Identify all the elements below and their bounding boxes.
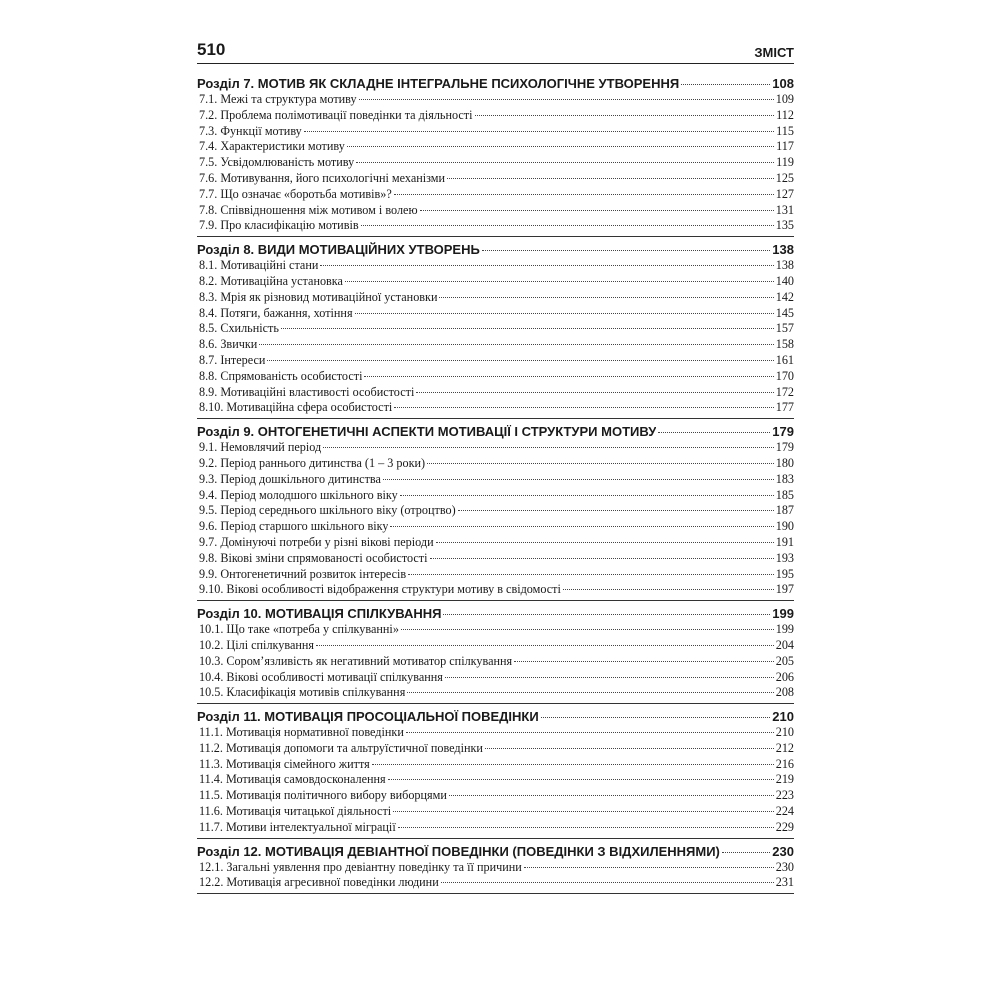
page-ref: 230 xyxy=(772,843,794,859)
section-title: 11.4. Мотивація самовдосконалення xyxy=(199,772,386,787)
section-title: 10.3. Сором’язливість як негативний мотиватор спілкування xyxy=(199,653,513,668)
section-entry xyxy=(197,804,794,820)
section-entry xyxy=(197,306,794,322)
page-ref: 158 xyxy=(775,337,794,352)
section-entry xyxy=(197,725,794,741)
section-entry xyxy=(197,875,794,891)
section-entry xyxy=(197,638,794,654)
section-entry xyxy=(197,488,794,504)
page-ref: 142 xyxy=(775,289,794,304)
section-entry xyxy=(197,385,794,401)
chapter-title: Розділ 7. МОТИВ ЯК СКЛАДНЕ ІНТЕГРАЛЬНЕ ПСИХОЛОГІЧНЕ УТВОРЕННЯ xyxy=(197,76,680,91)
page-ref: 180 xyxy=(775,455,794,470)
dot-leader xyxy=(372,764,774,765)
section-title: 7.9. Про класифікацію мотивів xyxy=(199,218,359,233)
chapter-title: Розділ 12. МОТИВАЦІЯ ДЕВІАНТНОЇ ПОВЕДІНКИ (ПОВЕДІНКИ З ВІДХИЛЕННЯМИ) xyxy=(197,843,720,859)
page-ref: 197 xyxy=(775,582,794,597)
section-title: 10.5. Класифікація мотивів спілкування xyxy=(199,685,406,700)
section-entry xyxy=(197,860,794,876)
section-title: 11.6. Мотивація читацької діяльності xyxy=(199,804,392,819)
section-entry xyxy=(197,400,794,416)
section-title: 11.3. Мотивація сімейного життя xyxy=(199,756,370,771)
dot-leader xyxy=(347,146,774,147)
dot-leader xyxy=(406,732,774,733)
dot-leader xyxy=(658,432,770,433)
section-title: 11.1. Мотивація нормативної поведінки xyxy=(199,725,404,740)
section-entry xyxy=(197,369,794,385)
section-title: 9.3. Період дошкільного дитинства xyxy=(199,471,381,486)
section-entry xyxy=(197,622,794,638)
page-ref: 185 xyxy=(775,487,794,502)
dot-leader xyxy=(320,265,773,266)
page-ref: 195 xyxy=(775,566,794,581)
dot-leader xyxy=(524,867,774,868)
section-title: 7.4. Характеристики мотиву xyxy=(199,139,345,154)
section-entry xyxy=(197,353,794,369)
section-title: 7.8. Співвідношення між мотивом і волею xyxy=(199,202,418,217)
page-ref: 231 xyxy=(775,875,794,890)
dot-leader xyxy=(439,297,773,298)
dot-leader xyxy=(356,162,774,163)
page-ref: 199 xyxy=(775,622,794,637)
section-title: 11.5. Мотивація політичного вибору виборцями xyxy=(199,788,447,803)
chapter-block xyxy=(197,708,794,839)
section-entry xyxy=(197,582,794,598)
section-title: 9.4. Період молодшого шкільного віку xyxy=(199,487,398,502)
dot-leader xyxy=(485,748,774,749)
page-ref: 230 xyxy=(775,859,794,874)
dot-leader xyxy=(390,526,773,527)
section-title: 8.10. Мотиваційна сфера особистості xyxy=(199,400,393,415)
page-ref: 131 xyxy=(775,202,794,217)
dot-leader xyxy=(441,882,774,883)
dot-leader xyxy=(443,614,770,615)
page-ref: 210 xyxy=(772,709,794,725)
page-ref: 199 xyxy=(772,606,794,622)
section-title: 7.2. Проблема полімотивації поведінки та діяльності xyxy=(199,107,473,122)
page-ref: 219 xyxy=(775,772,794,787)
section-title: 9.6. Період старшого шкільного віку xyxy=(199,519,389,534)
section-entry xyxy=(197,503,794,519)
dot-leader xyxy=(420,210,774,211)
dot-leader xyxy=(393,811,774,812)
section-entry xyxy=(197,472,794,488)
section-entry xyxy=(197,567,794,583)
dot-leader xyxy=(449,795,774,796)
section-title: 9.9. Онтогенетичний розвиток інтересів xyxy=(199,566,407,581)
section-title: 9.8. Вікові зміни спрямованості особистості xyxy=(199,550,428,565)
page-ref: 172 xyxy=(775,384,794,399)
dot-leader xyxy=(447,178,774,179)
dot-leader xyxy=(394,407,773,408)
chapter-block xyxy=(197,241,794,419)
page-ref: 190 xyxy=(775,519,794,534)
page-header xyxy=(197,38,794,64)
page-ref: 117 xyxy=(776,139,794,154)
page-ref: 206 xyxy=(775,669,794,684)
section-title: 8.6. Звички xyxy=(199,337,258,352)
section-entry xyxy=(197,820,794,836)
section-title: 7.6. Мотивування, його психологічні механізми xyxy=(199,170,446,185)
dot-leader xyxy=(364,376,773,377)
chapter-title: Розділ 9. ОНТОГЕНЕТИЧНІ АСПЕКТИ МОТИВАЦІЇ І СТРУКТУРИ МОТИВУ xyxy=(197,424,657,440)
page-ref: 112 xyxy=(776,107,794,122)
chapter-entry xyxy=(197,75,794,92)
section-title: 8.1. Мотиваційні стани xyxy=(199,258,319,273)
section-title: 8.3. Мрія як різновид мотиваційної установки xyxy=(199,289,438,304)
page-ref: 145 xyxy=(775,305,794,320)
dot-leader xyxy=(458,510,774,511)
book-page xyxy=(197,38,794,898)
section-title: 12.2. Мотивація агресивної поведінки людини xyxy=(199,875,439,890)
section-entry xyxy=(197,670,794,686)
section-title: 7.1. Межі та структура мотиву xyxy=(199,92,357,106)
page-ref: 127 xyxy=(775,186,794,201)
section-title: 8.2. Мотиваційна установка xyxy=(199,273,343,288)
dot-leader xyxy=(361,225,774,226)
section-title: 9.2. Період раннього дитинства (1 – 3 роки) xyxy=(199,455,426,470)
page-ref: 115 xyxy=(776,123,794,138)
section-entry xyxy=(197,440,794,456)
dot-leader xyxy=(359,99,774,100)
dot-leader xyxy=(281,328,774,329)
section-entry xyxy=(197,456,794,472)
dot-leader xyxy=(383,479,774,480)
page-ref: 138 xyxy=(772,242,794,258)
page-ref: 138 xyxy=(775,258,794,273)
dot-leader xyxy=(407,692,773,693)
page-number: 510 xyxy=(197,40,226,59)
section-entry xyxy=(197,155,794,171)
page-ref: 109 xyxy=(775,92,794,106)
dot-leader xyxy=(475,115,775,116)
section-title: 8.5. Схильність xyxy=(199,321,279,336)
page-ref: 224 xyxy=(775,804,794,819)
dot-leader xyxy=(345,281,774,282)
section-entry xyxy=(197,108,794,124)
section-entry xyxy=(197,788,794,804)
dot-leader xyxy=(316,645,774,646)
chapter-title: Розділ 8. ВИДИ МОТИВАЦІЙНИХ УТВОРЕНЬ xyxy=(197,242,480,258)
page-ref: 183 xyxy=(775,471,794,486)
page-ref: 119 xyxy=(776,155,794,170)
section-entry xyxy=(197,139,794,155)
dot-leader xyxy=(394,194,774,195)
running-title: ЗМІСТ xyxy=(754,45,794,60)
section-entry xyxy=(197,171,794,187)
section-title: 9.10. Вікові особливості відображення структури мотиву в свідомості xyxy=(199,582,561,597)
dot-leader xyxy=(427,463,774,464)
section-title: 8.8. Спрямованість особистості xyxy=(199,368,363,383)
dot-leader xyxy=(259,344,773,345)
chapter-block xyxy=(197,843,794,895)
section-entry xyxy=(197,654,794,670)
page-ref: 187 xyxy=(775,503,794,518)
chapter-entry xyxy=(197,241,794,258)
section-title: 8.7. Інтереси xyxy=(199,352,266,367)
section-entry xyxy=(197,187,794,203)
section-entry xyxy=(197,274,794,290)
dot-leader xyxy=(398,827,774,828)
page-ref: 179 xyxy=(772,424,794,440)
chapter-title: Розділ 11. МОТИВАЦІЯ ПРОСОЦІАЛЬНОЇ ПОВЕДІНКИ xyxy=(197,709,539,725)
page-ref: 191 xyxy=(775,534,794,549)
page-ref: 223 xyxy=(775,788,794,803)
section-title: 9.5. Період середнього шкільного віку (отроцтво) xyxy=(199,503,456,518)
dot-leader xyxy=(388,779,774,780)
page-ref: 161 xyxy=(775,352,794,367)
dot-leader xyxy=(408,574,774,575)
section-entry xyxy=(197,551,794,567)
dot-leader xyxy=(323,447,774,448)
section-entry xyxy=(197,519,794,535)
dot-leader xyxy=(355,313,774,314)
section-title: 11.2. Мотивація допомоги та альтруїстичної поведінки xyxy=(199,740,483,755)
page-ref: 205 xyxy=(775,653,794,668)
section-entry xyxy=(197,685,794,701)
section-entry xyxy=(197,337,794,353)
dot-leader xyxy=(514,661,774,662)
page-ref: 216 xyxy=(775,756,794,771)
chapter-title: Розділ 10. МОТИВАЦІЯ СПІЛКУВАННЯ xyxy=(197,606,442,622)
section-title: 12.1. Загальні уявлення про девіантну поведінку та її причини xyxy=(199,859,522,874)
chapter-block xyxy=(197,423,794,601)
dot-leader xyxy=(563,589,774,590)
section-entry xyxy=(197,772,794,788)
page-ref: 177 xyxy=(775,400,794,415)
page-ref: 140 xyxy=(775,273,794,288)
page-ref: 135 xyxy=(775,218,794,233)
section-title: 10.4. Вікові особливості мотивації спілкування xyxy=(199,669,443,684)
page-ref: 157 xyxy=(775,321,794,336)
page-ref: 208 xyxy=(775,685,794,700)
chapter-block xyxy=(197,75,794,237)
section-entry xyxy=(197,290,794,306)
section-title: 7.7. Що означає «боротьба мотивів»? xyxy=(199,186,392,201)
chapter-entry xyxy=(197,605,794,622)
section-entry xyxy=(197,757,794,773)
chapter-entry xyxy=(197,708,794,725)
dot-leader xyxy=(304,131,774,132)
section-title: 8.4. Потяги, бажання, хотіння xyxy=(199,305,353,320)
dot-leader xyxy=(482,250,770,251)
section-entry xyxy=(197,203,794,219)
dot-leader xyxy=(722,852,770,853)
section-entry xyxy=(197,258,794,274)
page-ref: 170 xyxy=(775,368,794,383)
dot-leader xyxy=(436,542,774,543)
page-ref: 212 xyxy=(775,740,794,755)
dot-leader xyxy=(400,495,774,496)
dot-leader xyxy=(430,558,774,559)
section-title: 11.7. Мотиви інтелектуальної міграції xyxy=(199,819,396,834)
section-title: 10.2. Цілі спілкування xyxy=(199,637,315,652)
section-title: 7.5. Усвідомлюваність мотиву xyxy=(199,155,355,170)
section-entry xyxy=(197,535,794,551)
section-entry xyxy=(197,124,794,140)
section-entry xyxy=(197,741,794,757)
page-ref: 210 xyxy=(775,725,794,740)
page-ref: 179 xyxy=(775,440,794,455)
chapter-block xyxy=(197,605,794,704)
page-ref: 193 xyxy=(775,550,794,565)
page-ref: 108 xyxy=(772,76,794,91)
section-title: 9.1. Немовлячий період xyxy=(199,440,322,455)
dot-leader xyxy=(267,360,773,361)
page-ref: 229 xyxy=(775,819,794,834)
section-entry xyxy=(197,92,794,108)
dot-leader xyxy=(681,84,770,85)
chapter-entry xyxy=(197,843,794,860)
chapter-entry xyxy=(197,423,794,440)
section-title: 10.1. Що таке «потреба у спілкуванні» xyxy=(199,622,399,637)
dot-leader xyxy=(401,629,774,630)
section-entry xyxy=(197,218,794,234)
dot-leader xyxy=(541,717,771,718)
dot-leader xyxy=(445,677,774,678)
section-title: 8.9. Мотиваційні властивості особистості xyxy=(199,384,415,399)
page-ref: 204 xyxy=(775,637,794,652)
section-entry xyxy=(197,321,794,337)
table-of-contents xyxy=(197,75,794,894)
section-title: 9.7. Домінуючі потреби у різні вікові періоди xyxy=(199,534,434,549)
dot-leader xyxy=(416,392,773,393)
section-title: 7.3. Функції мотиву xyxy=(199,123,302,138)
page-ref: 125 xyxy=(775,170,794,185)
